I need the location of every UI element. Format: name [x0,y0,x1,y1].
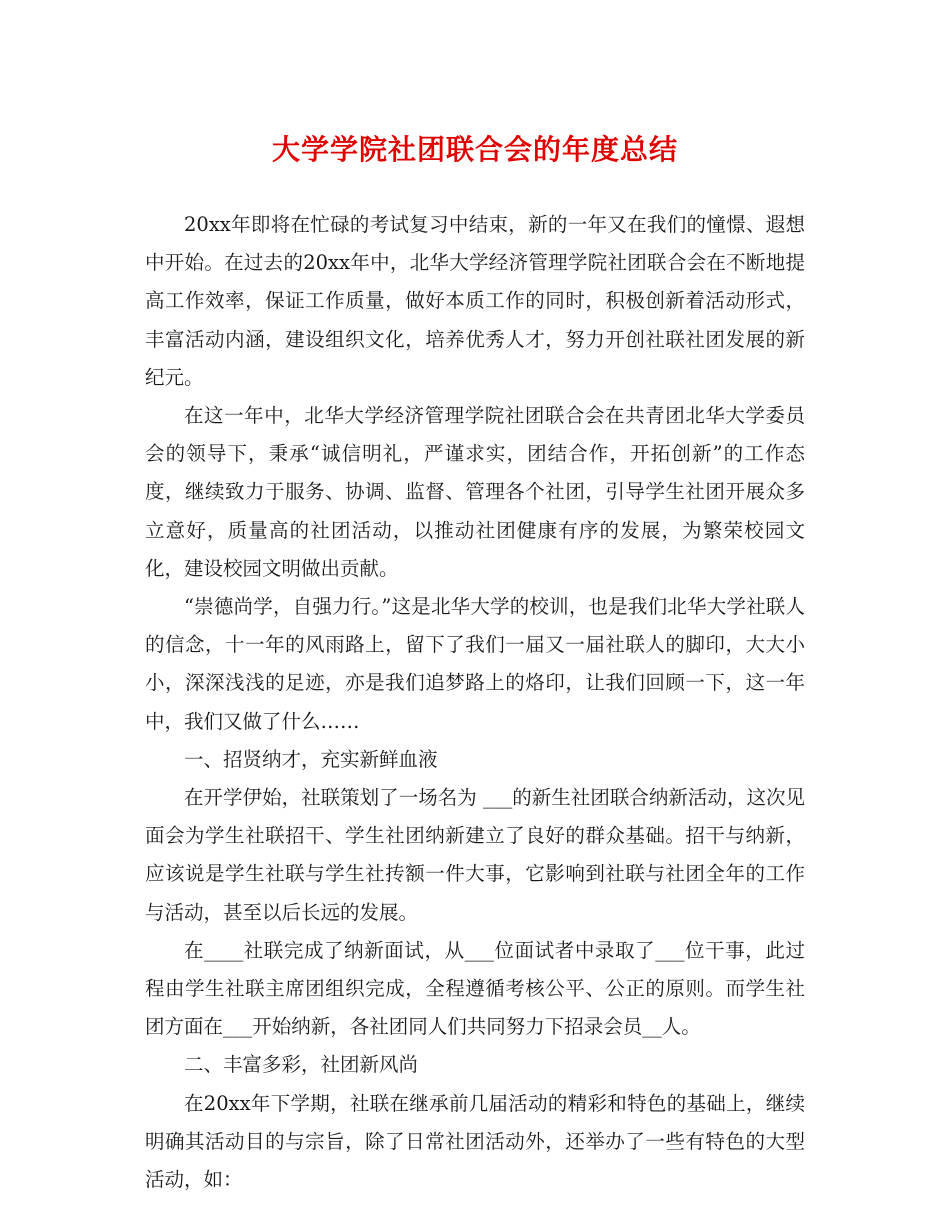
paragraph-recruitment-event: 在开学伊始，社联策划了一场名为 ___的新生社团联合纳新活动，这次见面会为学生社联招干、学生社团纳新建立了良好的群众基础。招干与纳新，应该说是学生社联与学生社抟额一件大事，它影响到社联与社团全年的工作与活动，甚至以后长远的发展。 [145,786,805,924]
paragraph-recruitment-result: 在____社联完成了纳新面试，从___位面试者中录取了___位干事，此过程由学生社联主席团组织完成，全程遵循考核公平、公正的原则。而学生社团方面在___开始纳新，各社团同人们共同努力下招录会员__人。 [145,938,805,1039]
section-heading-recruitment: 一、招贤纳才，充实新鲜血液 [184,747,438,771]
document-body [145,206,805,1199]
document-title: 大学学院社团联合会的年度总结 [271,133,678,166]
paragraph-intro: 20xx年即将在忙碌的考试复习中结束，新的一年又在我们的憧憬、遐想中开始。在过去的20xx年中，北华大学经济管理学院社团联合会在不断地提高工作效率，保证工作质量，做好本质工作的同时，积极创新着活动形式，丰富活动内涵，建设组织文化，培养优秀人才，努力开创社联社团发展的新纪元。 [145,213,805,389]
paragraph-leadership: 在这一年中，北华大学经济管理学院社团联合会在共青团北华大学委员会的领导下，秉承“诚信明礼，严谨求实，团结合作，开拓创新”的工作态度，继续致力于服务、协调、监督、管理各个社团，引导学生社团开展众多立意好，质量高的社团活动，以推动社团健康有序的发展，为繁荣校园文化，建设校园文明做出贡献。 [145,404,805,580]
paragraph-motto: “崇德尚学，自强力行。”这是北华大学的校训，也是我们北华大学社联人的信念，十一年的风雨路上，留下了我们一届又一届社联人的脚印，大大小小，深深浅浅的足迹，亦是我们追梦路上的烙印，让我们回顾一下，这一年中，我们又做了什么…… [145,595,805,733]
paragraph-activities: 在20xx年下学期，社联在继承前几届活动的精彩和特色的基础上，继续明确其活动目的与宗旨，除了日常社团活动外，还举办了一些有特色的大型活动，如： [145,1091,805,1192]
section-heading-activities: 二、丰富多彩，社团新风尚 [184,1053,419,1077]
